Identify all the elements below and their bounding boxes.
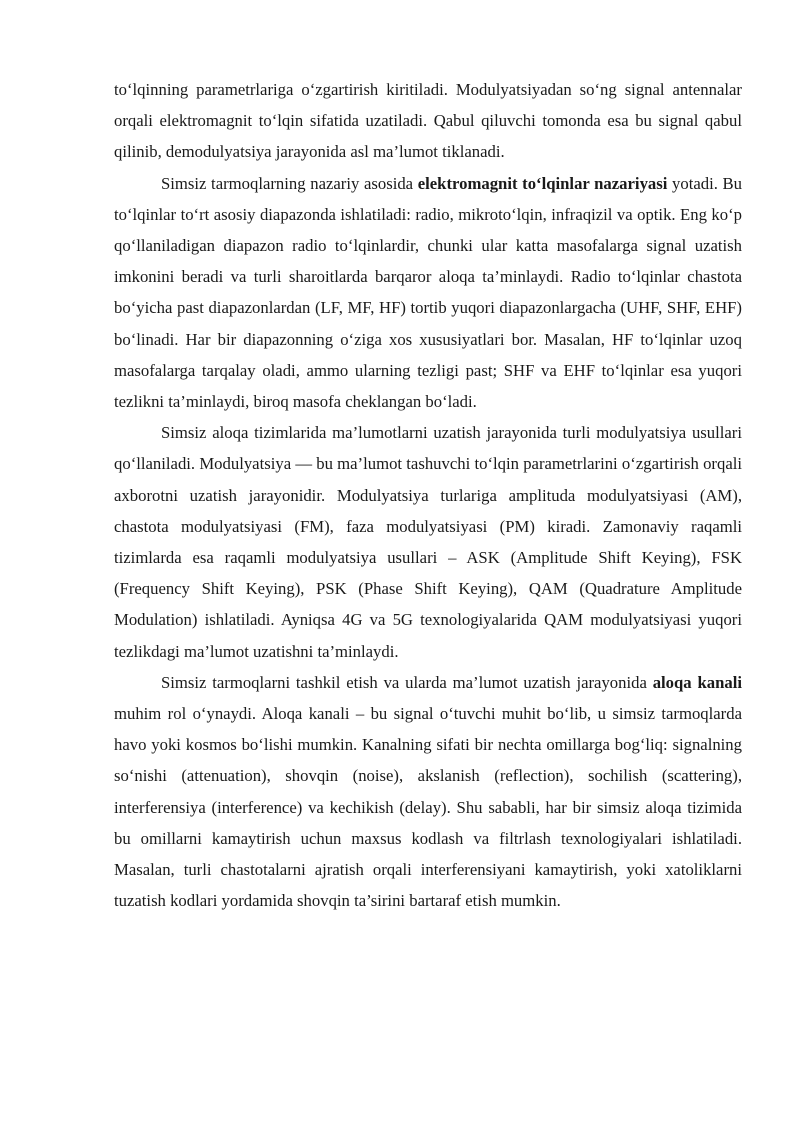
paragraph-3-text: Simsiz aloqa tizimlarida ma’lumotlarni uzatish jarayonida turli modulyatsiya usullari qo‘llaniladi. Modulyatsiya — bu ma’lumot tashuvchi to‘lqin parametrlarini o‘zgartirish orqali axborotni uzatish jarayonidir. Modulyatsiya turlariga amplituda modulyatsiyasi (AM), chastota modulyatsiyasi (FM), faza modulyatsiyasi (PM) kiradi. Zamonaviy raqamli tizimlarda esa raqamli modulyatsiya usullari – ASK (Amplitude Shift Keying), FSK (Frequency Shift Keying), PSK (Phase Shift Keying), QAM (Quadrature Amplitude Modulation) ishlatiladi. Ayniqsa 4G va 5G texnologiyalarida QAM modulyatsiyasi yuqori tezlikdagi ma’lumot uzatishni ta’minlaydi. [114, 423, 742, 661]
paragraph-4-text-a: Simsiz tarmoqlarni tashkil etish va ularda ma’lumot uzatish jarayonida [161, 672, 653, 692]
paragraph-2-text-b: yotadi. Bu to‘lqinlar to‘rt asosiy diapazonda ishlatiladi: radio, mikroto‘lqin, infraqizil va optik. Eng ko‘p qo‘llaniladigan diapazon radio to‘lqinlardir, chunki ular katta masofalarga signal uzatish imkonini beradi va turli sharoitlarda barqaror aloqa ta’minlaydi. Radio to‘lqinlar chastota bo‘yicha past diapazonlardan (LF, MF, HF) tortib yuqori diapazonlargacha (UHF, SHF, EHF) bo‘linadi. Har bir diapazonning o‘ziga xos xususiyatlari bor. Masalan, HF to‘lqinlar uzoq masofalarga tarqalay oladi, ammo ularning tezligi past; SHF va EHF to‘lqinlar esa yuqori tezlikni ta’minlaydi, biroq masofa cheklangan bo‘ladi. [114, 173, 743, 412]
paragraph-1 [114, 74, 742, 168]
document-page [114, 74, 742, 916]
paragraph-2 [114, 168, 742, 418]
paragraph-3 [114, 417, 742, 667]
paragraph-2-text-a: Simsiz tarmoqlarning nazariy asosida [161, 173, 418, 193]
paragraph-4 [114, 667, 742, 917]
paragraph-1-text: to‘lqinning parametrlariga o‘zgartirish kiritiladi. Modulyatsiyadan so‘ng signal antennalar orqali elektromagnit to‘lqin sifatida uzatiladi. Qabul qiluvchi tomonda esa bu signal qabul qilinib, demodulyatsiya jarayonida asl ma’lumot tiklanadi. [114, 80, 742, 162]
paragraph-4-bold-term: aloqa kanali [652, 672, 742, 692]
paragraph-2-bold-term: elektromagnit to‘lqinlar nazariyasi [417, 173, 668, 193]
paragraph-4-text-b: muhim rol o‘ynaydi. Aloqa kanali – bu signal o‘tuvchi muhit bo‘lib, u simsiz tarmoqlarda havo yoki kosmos bo‘lishi mumkin. Kanalning sifati bir nechta omillarga bog‘liq: signalning so‘nishi (attenuation), shovqin (noise), akslanish (reflection), sochilish (scattering), interferensiya (interference) va kechikish (delay). Shu sababli, har bir simsiz aloqa tizimida bu omillarni kamaytirish uchun maxsus kodlash va filtrlash texnologiyalari ishlatiladi. Masalan, turli chastotalarni ajratish orqali interferensiyani kamaytirish, yoki xatoliklarni tuzatish kodlari yordamida shovqin ta’sirini bartaraf etish mumkin. [114, 704, 742, 911]
